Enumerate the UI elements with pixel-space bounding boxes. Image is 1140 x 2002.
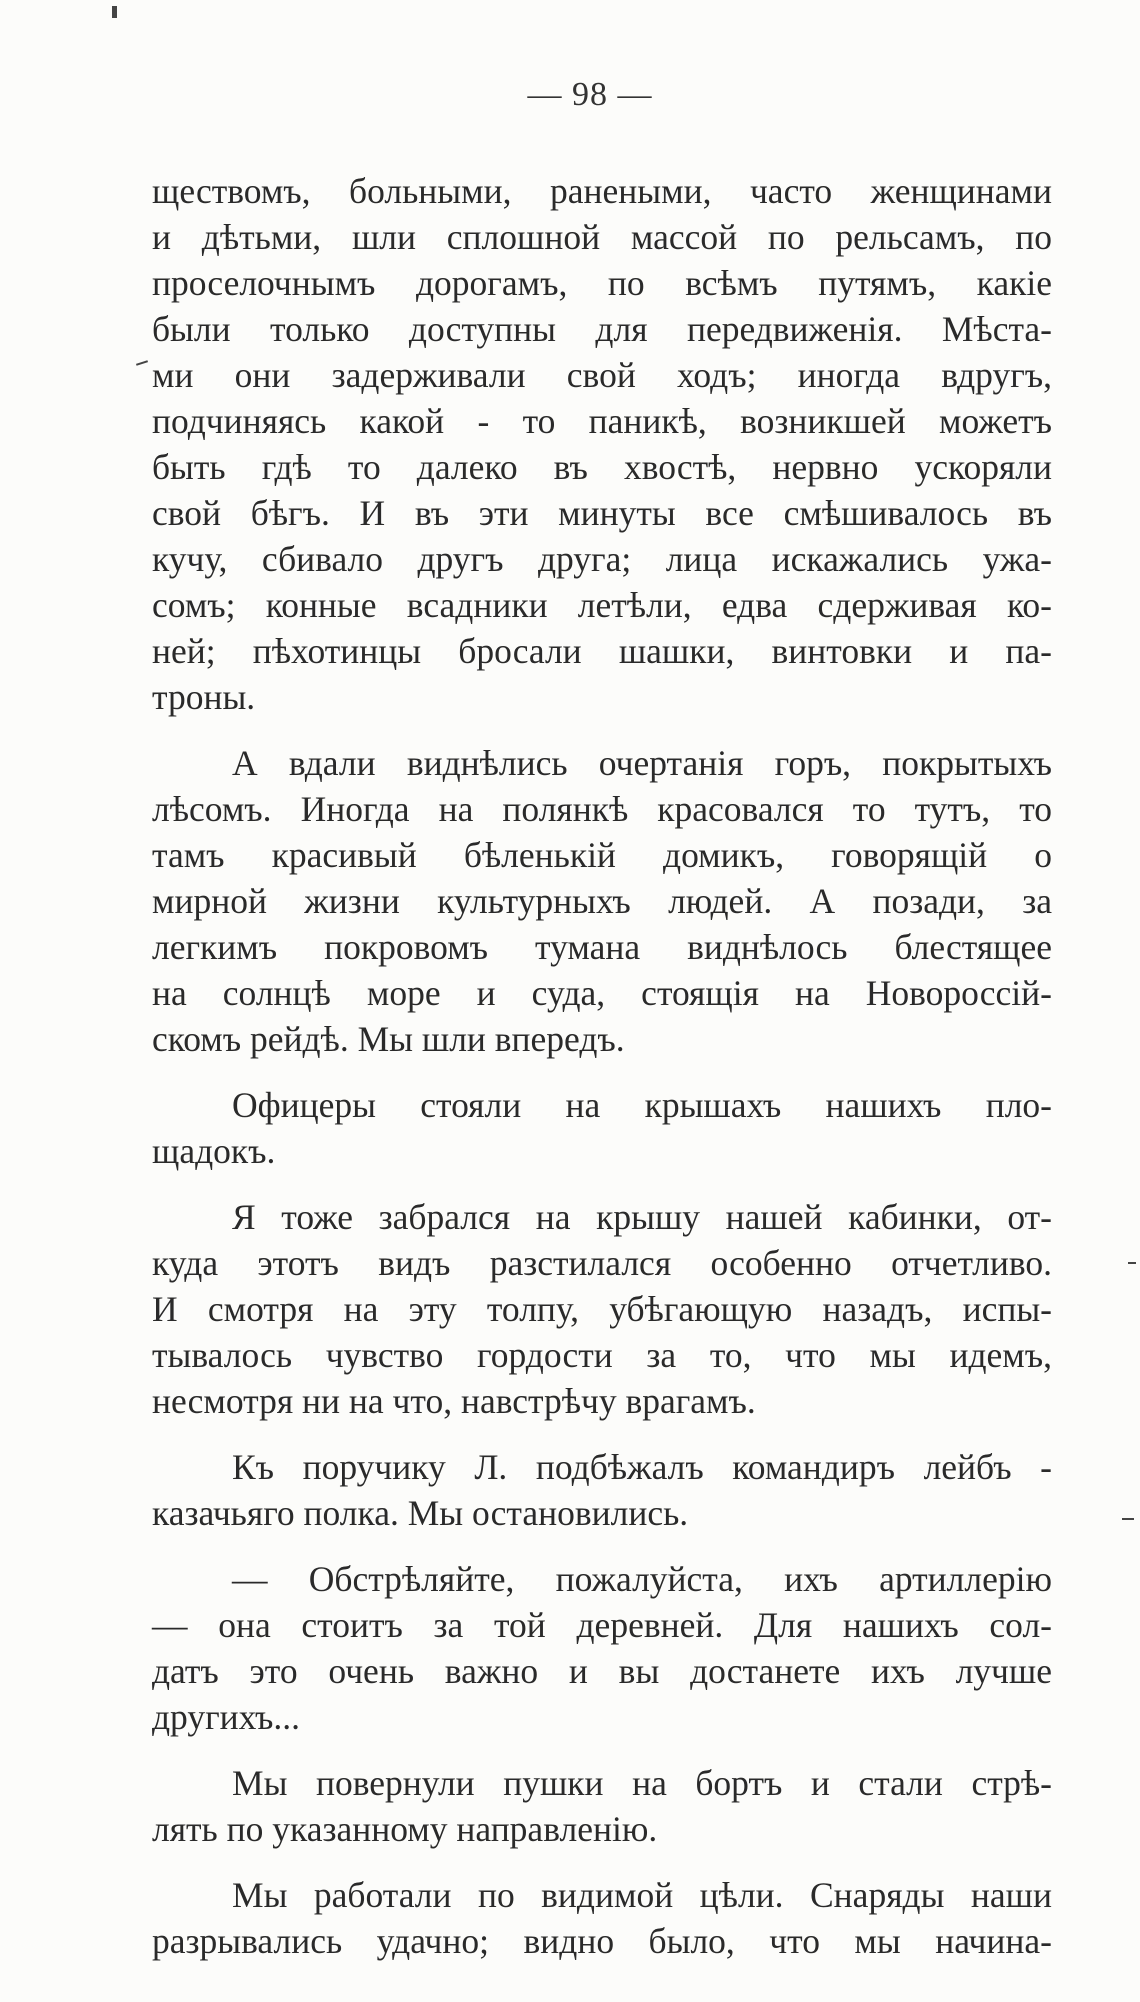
- text-line: на солнцѣ море и суда, стоящія на Новороссій-: [152, 973, 1052, 1013]
- text-line: Офицеры стояли на крышахъ нашихъ пло-: [232, 1085, 1052, 1125]
- text-line: мирной жизни культурныхъ людей. А позади, за: [152, 881, 1052, 921]
- text-line: ней; пѣхотинцы бросали шашки, винтовки и па-: [152, 631, 1052, 671]
- paragraph-2: [152, 740, 1052, 1062]
- text-line: и дѣтьми, шли сплошной массой по рельсамъ, по: [152, 217, 1052, 257]
- text-line: другихъ...: [152, 1697, 301, 1737]
- text-line: лѣсомъ. Иногда на полянкѣ красовался то тутъ, то: [152, 789, 1052, 829]
- text-line: казачьяго полка. Мы остановились.: [152, 1493, 689, 1533]
- paragraph-5: [152, 1444, 1052, 1536]
- margin-mark: [1122, 1518, 1134, 1520]
- text-line: сомъ; конные всадники летѣли, едва сдерживая ко-: [152, 585, 1052, 625]
- paragraph-3: [152, 1082, 1052, 1174]
- text-line: датъ это очень важно и вы достанете ихъ лучше: [152, 1651, 1052, 1691]
- print-mark: [112, 6, 117, 18]
- text-line: скомъ рейдѣ. Мы шли впередъ.: [152, 1019, 625, 1059]
- text-line: разрывались удачно; видно было, что мы начина-: [152, 1921, 1052, 1961]
- text-line: — Обстрѣляйте, пожалуйста, ихъ артиллерію: [232, 1559, 1052, 1599]
- text-line: Мы работали по видимой цѣли. Снаряды наши: [232, 1875, 1052, 1915]
- text-line: ми они задерживали свой ходъ; иногда вдругъ,: [152, 355, 1052, 395]
- body-text: [152, 168, 1052, 1964]
- text-line: А вдали виднѣлись очертанія горъ, покрытыхъ: [232, 743, 1052, 783]
- text-line: проселочнымъ дорогамъ, по всѣмъ путямъ, какіе: [152, 263, 1052, 303]
- text-line: были только доступны для передвиженія. Мѣста-: [152, 309, 1052, 349]
- paragraph-8: [152, 1872, 1052, 1964]
- paragraph-1: [152, 168, 1052, 720]
- text-line: ществомъ, больными, ранеными, часто женщинами: [152, 171, 1052, 211]
- margin-mark: [136, 360, 148, 366]
- text-line: тамъ красивый бѣленькій домикъ, говорящій о: [152, 835, 1052, 875]
- text-line: куда этотъ видъ разстилался особенно отчетливо.: [152, 1243, 1052, 1283]
- text-line: лять по указанному направленію.: [152, 1809, 658, 1849]
- paragraph-4: [152, 1194, 1052, 1424]
- margin-mark: [1128, 1262, 1136, 1264]
- page-number: — 98 —: [527, 76, 653, 113]
- text-line: кучу, сбивало другъ друга; лица искажались ужа-: [152, 539, 1052, 579]
- text-line: несмотря ни на что, навстрѣчу врагамъ.: [152, 1381, 756, 1421]
- text-line: подчиняясь какой - то паникѣ, возникшей можетъ: [152, 401, 1052, 441]
- text-line: легкимъ покровомъ тумана виднѣлось блестящее: [152, 927, 1052, 967]
- text-line: щадокъ.: [152, 1131, 276, 1171]
- text-line: Я тоже забрался на крышу нашей кабинки, от-: [232, 1197, 1052, 1237]
- text-line: троны.: [152, 677, 256, 717]
- paragraph-6: [152, 1556, 1052, 1740]
- text-line: тывалось чувство гордости за то, что мы идемъ,: [152, 1335, 1052, 1375]
- text-line: свой бѣгъ. И въ эти минуты все смѣшивалось въ: [152, 493, 1052, 533]
- text-line: Мы повернули пушки на бортъ и стали стрѣ-: [232, 1763, 1052, 1803]
- text-line: — она стоитъ за той деревней. Для нашихъ сол-: [152, 1605, 1052, 1645]
- text-line: И смотря на эту толпу, убѣгающую назадъ, испы-: [152, 1289, 1052, 1329]
- text-line: быть гдѣ то далеко въ хвостѣ, нервно ускоряли: [152, 447, 1052, 487]
- text-line: Къ поручику Л. подбѣжалъ командиръ лейбъ -: [232, 1447, 1052, 1487]
- paragraph-7: [152, 1760, 1052, 1852]
